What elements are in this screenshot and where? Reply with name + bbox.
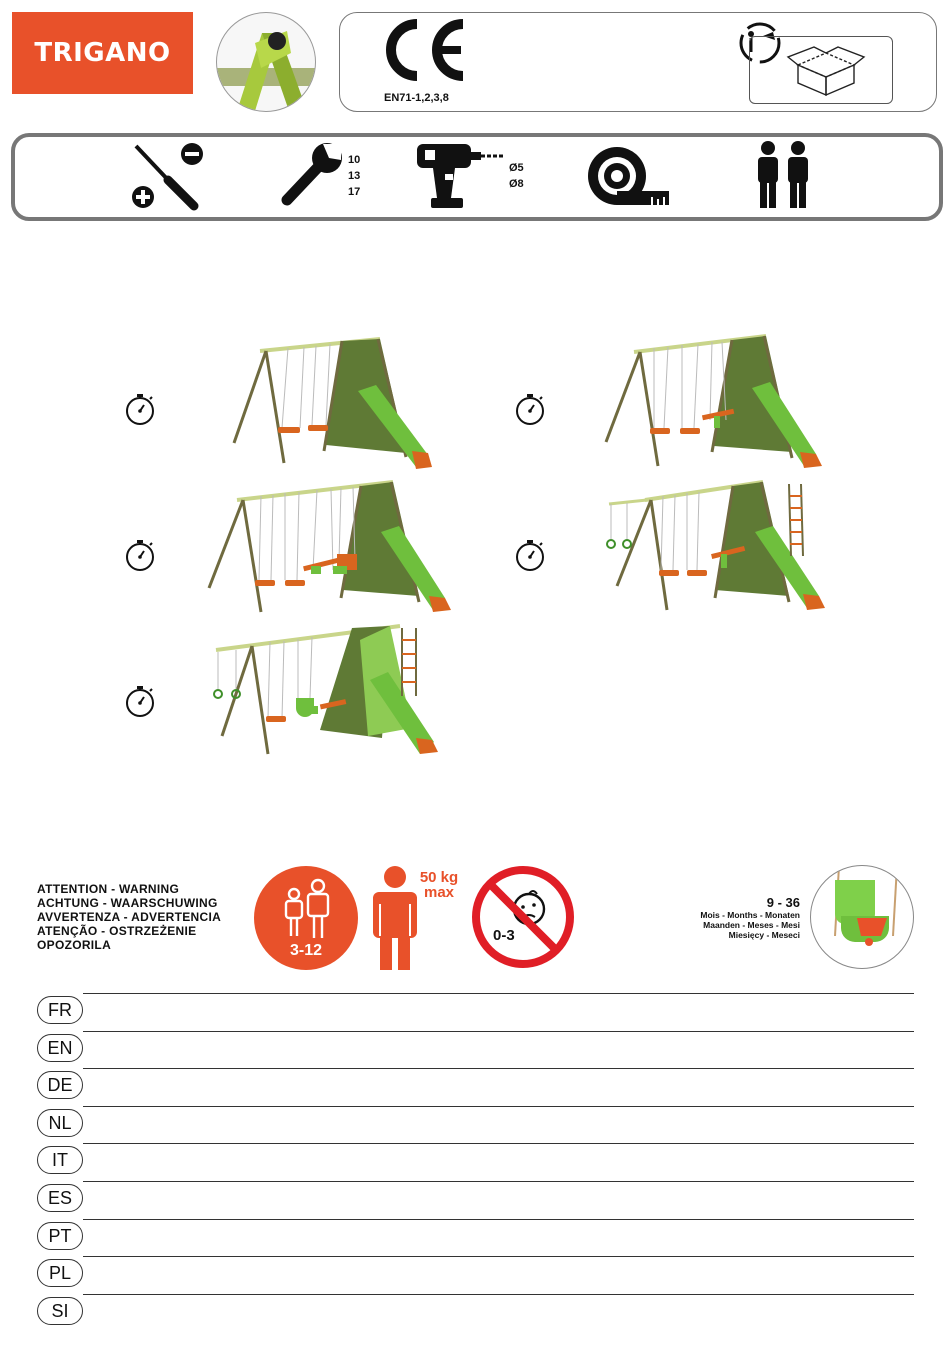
cardboard-box-icon (750, 37, 890, 101)
language-label: DE (37, 1071, 83, 1099)
age-range-badge (254, 866, 358, 970)
language-label: PL (37, 1259, 83, 1287)
configuration-illustration-4 (603, 476, 835, 621)
brand-logo: TRIGANO (12, 12, 193, 94)
warning-heading: ATTENTION - WARNING ACHTUNG - WAARSCHUWING AVVERTENZA - ADVERTENCIA ATENÇÃO - OSTRZEŻENIE OPOZORILA (37, 882, 222, 952)
baby-seat-age-info: 9 - 36 Mois - Months - Monaten Maanden - Meses - Mesi Miesięcy - Meseci (700, 895, 800, 940)
ce-standard-label: EN71-1,2,3,8 (384, 92, 449, 104)
language-row-it (37, 1143, 914, 1181)
drill-sizes: Ø5 Ø8 (509, 162, 524, 190)
language-label: NL (37, 1109, 83, 1137)
frame-corner-illustration (216, 12, 316, 112)
two-persons-icon (752, 140, 816, 215)
configuration-illustration-5 (212, 620, 444, 765)
language-row-si (37, 1294, 914, 1332)
language-label: EN (37, 1034, 83, 1062)
language-label: IT (37, 1146, 83, 1174)
language-row-de (37, 1068, 914, 1106)
language-row-nl (37, 1106, 914, 1144)
language-row-pl (37, 1256, 914, 1294)
not-suitable-under-3-icon (471, 865, 575, 969)
max-weight-label: 50 kg max (419, 869, 459, 901)
language-row-fr (37, 993, 914, 1031)
language-label: PT (37, 1222, 83, 1250)
ce-mark-icon (381, 18, 467, 87)
language-label: ES (37, 1184, 83, 1212)
configuration-illustration-3 (205, 476, 455, 621)
assembly-time-icon-5 (124, 685, 156, 722)
configuration-illustration-1 (230, 333, 440, 478)
assembly-time-icon-4 (514, 539, 546, 576)
configuration-illustration-2 (602, 330, 832, 477)
wrench-icon (277, 142, 345, 215)
packaging-box-frame (749, 36, 893, 104)
screwdriver-icon (128, 140, 208, 217)
assembly-time-icon-1 (124, 393, 156, 430)
language-label: FR (37, 996, 83, 1024)
language-row-pt (37, 1219, 914, 1257)
tape-measure-icon (586, 145, 672, 212)
language-row-en (37, 1031, 914, 1069)
drill-icon (415, 142, 507, 215)
two-children-icon (280, 878, 332, 940)
forbidden-age-text: 0-3 (493, 927, 515, 944)
wrench-sizes: 10 13 17 (348, 154, 361, 198)
baby-seat-illustration (810, 865, 914, 969)
language-label: SI (37, 1297, 83, 1325)
assembly-time-icon-3 (124, 539, 156, 576)
language-row-es (37, 1181, 914, 1219)
age-range-text: 3-12 (289, 942, 323, 959)
assembly-time-icon-2 (514, 393, 546, 430)
